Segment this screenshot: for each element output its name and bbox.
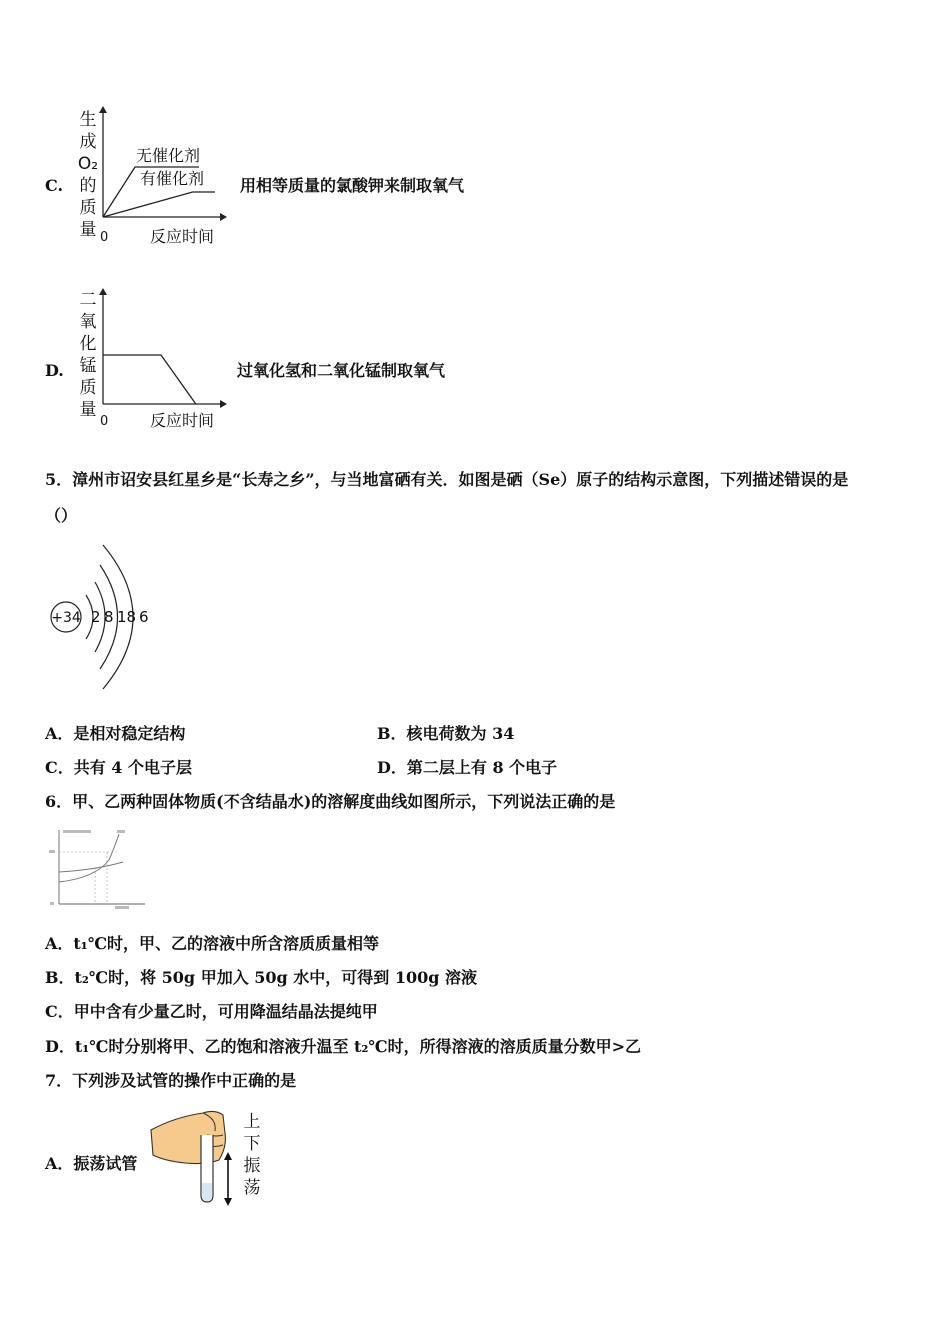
x-axis-label: 反应时间 <box>150 227 215 246</box>
q5-stem: 5．漳州市诏安县红星乡是“长寿之乡”，与当地富硒有关．如图是硒（Se）原子的结构示意图，下列描述错误的是 <box>45 470 849 489</box>
hand-icon <box>151 1111 225 1163</box>
q6-option-d: D．t₁℃时分别将甲、乙的饱和溶液升温至 t₂℃时，所得溶液的溶质质量分数甲>乙 <box>45 1037 641 1056</box>
o2-mass-vs-time-chart <box>70 105 230 250</box>
option-c-description: 用相等质量的氯酸钾来制取氧气 <box>240 176 465 195</box>
y-axis-label-char-4: 质 <box>79 378 97 398</box>
shell-4-electrons: 6 <box>139 608 149 626</box>
shell-2-electrons: 8 <box>104 608 114 626</box>
y-axis-label-char-0: 生 <box>79 110 97 130</box>
q6-option-a: A．t₁℃时，甲、乙的溶液中所含溶质质量相等 <box>45 934 379 953</box>
x-axis-label: 反应时间 <box>150 411 215 430</box>
option-d-label: D. <box>45 361 64 380</box>
caption-char-2: 振 <box>243 1156 261 1176</box>
series-label-catalyst: 有催化剂 <box>140 169 205 188</box>
q5-option-a: A．是相对稳定结构 <box>45 724 186 743</box>
q5-option-d: D．第二层上有 8 个电子 <box>377 758 558 777</box>
caption-char-1: 下 <box>243 1134 261 1154</box>
q5-option-c: C．共有 4 个电子层 <box>45 758 193 777</box>
y-axis-label-char-2: 化 <box>79 334 97 354</box>
series-line-1 <box>103 192 215 217</box>
y-axis-label-char-5: 量 <box>79 220 97 240</box>
y-axis-label-char-4: 质 <box>79 198 97 218</box>
solubility-curve-figure <box>45 826 150 911</box>
mno2-mass-vs-time-chart <box>70 285 230 435</box>
shell-3-electrons: 18 <box>117 608 137 626</box>
option-c-label: C. <box>45 176 64 195</box>
selenium-atom-structure-diagram <box>45 540 165 695</box>
q6-option-c: C．甲中含有少量乙时，可用降温结晶法提纯甲 <box>45 1002 378 1021</box>
q7-option-a: A．振荡试管 <box>45 1154 138 1173</box>
q7-stem: 7．下列涉及试管的操作中正确的是 <box>45 1071 297 1090</box>
y-axis-label-char-1: 氧 <box>79 312 97 332</box>
caption-char-3: 荡 <box>243 1178 261 1198</box>
shell-1-electrons: 2 <box>91 608 101 626</box>
series-line-0 <box>103 355 196 404</box>
q5-option-b: B．核电荷数为 34 <box>377 724 515 743</box>
y-axis-label-char-3: 锰 <box>79 356 97 376</box>
q5-blank: （） <box>45 506 78 525</box>
q6-stem: 6．甲、乙两种固体物质(不含结晶水)的溶解度曲线如图所示，下列说法正确的是 <box>45 792 616 811</box>
y-axis-label-char-3: 的 <box>79 176 97 196</box>
option-d-description: 过氧化氢和二氧化锰制取氧气 <box>237 361 446 380</box>
y-axis-label-char-2: O₂ <box>77 154 99 174</box>
y-axis-label-char-0: 二 <box>79 290 97 310</box>
shaking-test-tube-illustration <box>145 1105 270 1210</box>
y-axis-label-char-1: 成 <box>79 132 97 152</box>
q6-option-b: B．t₂℃时，将 50g 甲加入 50g 水中，可得到 100g 溶液 <box>45 968 478 987</box>
chart-origin: 0 <box>100 414 109 429</box>
caption-char-0: 上 <box>243 1112 261 1132</box>
nucleus-charge: +34 <box>51 610 81 626</box>
y-axis-label-char-5: 量 <box>79 400 97 420</box>
series-label-no-catalyst: 无催化剂 <box>136 146 201 165</box>
chart-origin: 0 <box>100 230 109 245</box>
